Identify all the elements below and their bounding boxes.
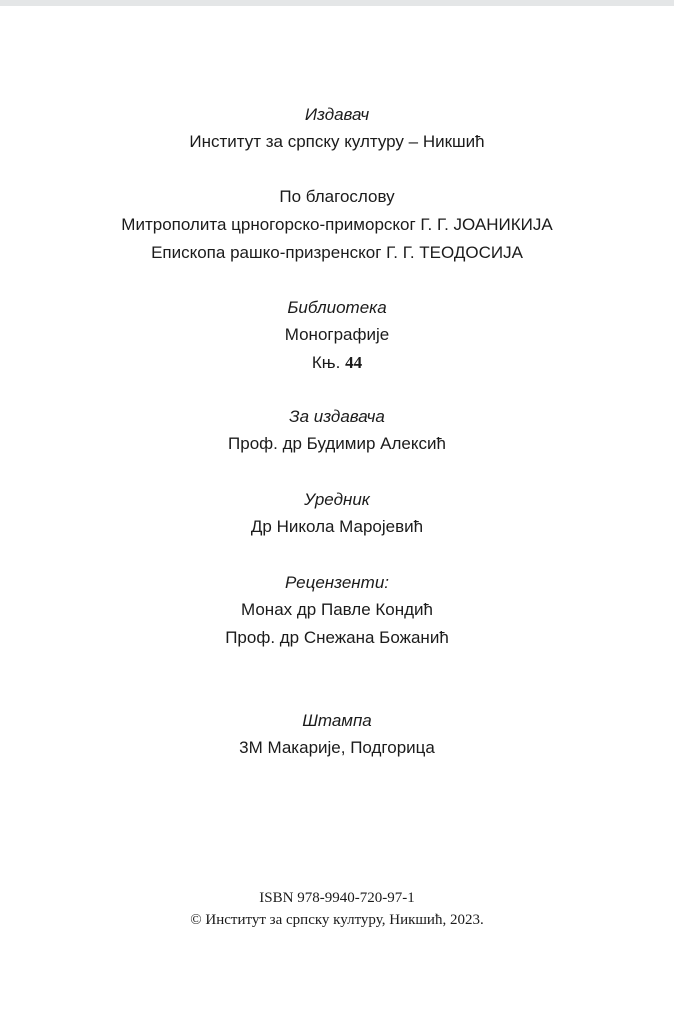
top-edge-band (0, 0, 674, 6)
publisher-label: Издавач (304, 105, 370, 124)
reviewer-name: Проф. др Снежана Божанић (225, 628, 449, 647)
footer-section (0, 887, 674, 931)
isbn-line: ISBN 978-9940-720-97-1 (259, 890, 415, 906)
blessing-section (0, 183, 674, 267)
reviewer-name: Монах др Павле Кондић (241, 600, 433, 619)
library-series: Монографије (284, 325, 390, 344)
editor-section (0, 487, 674, 541)
print-name: 3М Макарије, Подгорица (239, 738, 435, 757)
blessing-bishop: Епископа рашко-призренског Г. Г. ТЕОДОСИЈА (151, 243, 523, 262)
publisher-section (0, 102, 674, 156)
for-publisher-section (0, 404, 674, 458)
library-label: Библиотека (287, 298, 387, 317)
blessing-metropolitan: Митрополита црногорско-приморског Г. Г. ЈОАНИКИЈА (121, 215, 553, 234)
book-prefix: Књ. (311, 353, 341, 372)
library-book-number-line (0, 349, 674, 377)
print-section (0, 708, 674, 762)
blessing-label: По благослову (279, 187, 395, 206)
publisher-name: Институт за српску културу – Никшић (189, 132, 485, 151)
print-label: Штампа (302, 711, 372, 730)
book-number: 44 (345, 353, 363, 372)
editor-label: Уредник (304, 490, 370, 509)
editor-name: Др Никола Маројевић (250, 517, 424, 536)
library-section (0, 295, 674, 377)
reviewers-section (0, 570, 674, 652)
reviewers-label: Рецензенти: (285, 573, 389, 592)
for-publisher-label: За издавача (289, 407, 385, 426)
for-publisher-name: Проф. др Будимир Алексић (228, 434, 446, 453)
copyright-line: © Институт за српску културу, Никшић, 2023. (190, 912, 484, 928)
